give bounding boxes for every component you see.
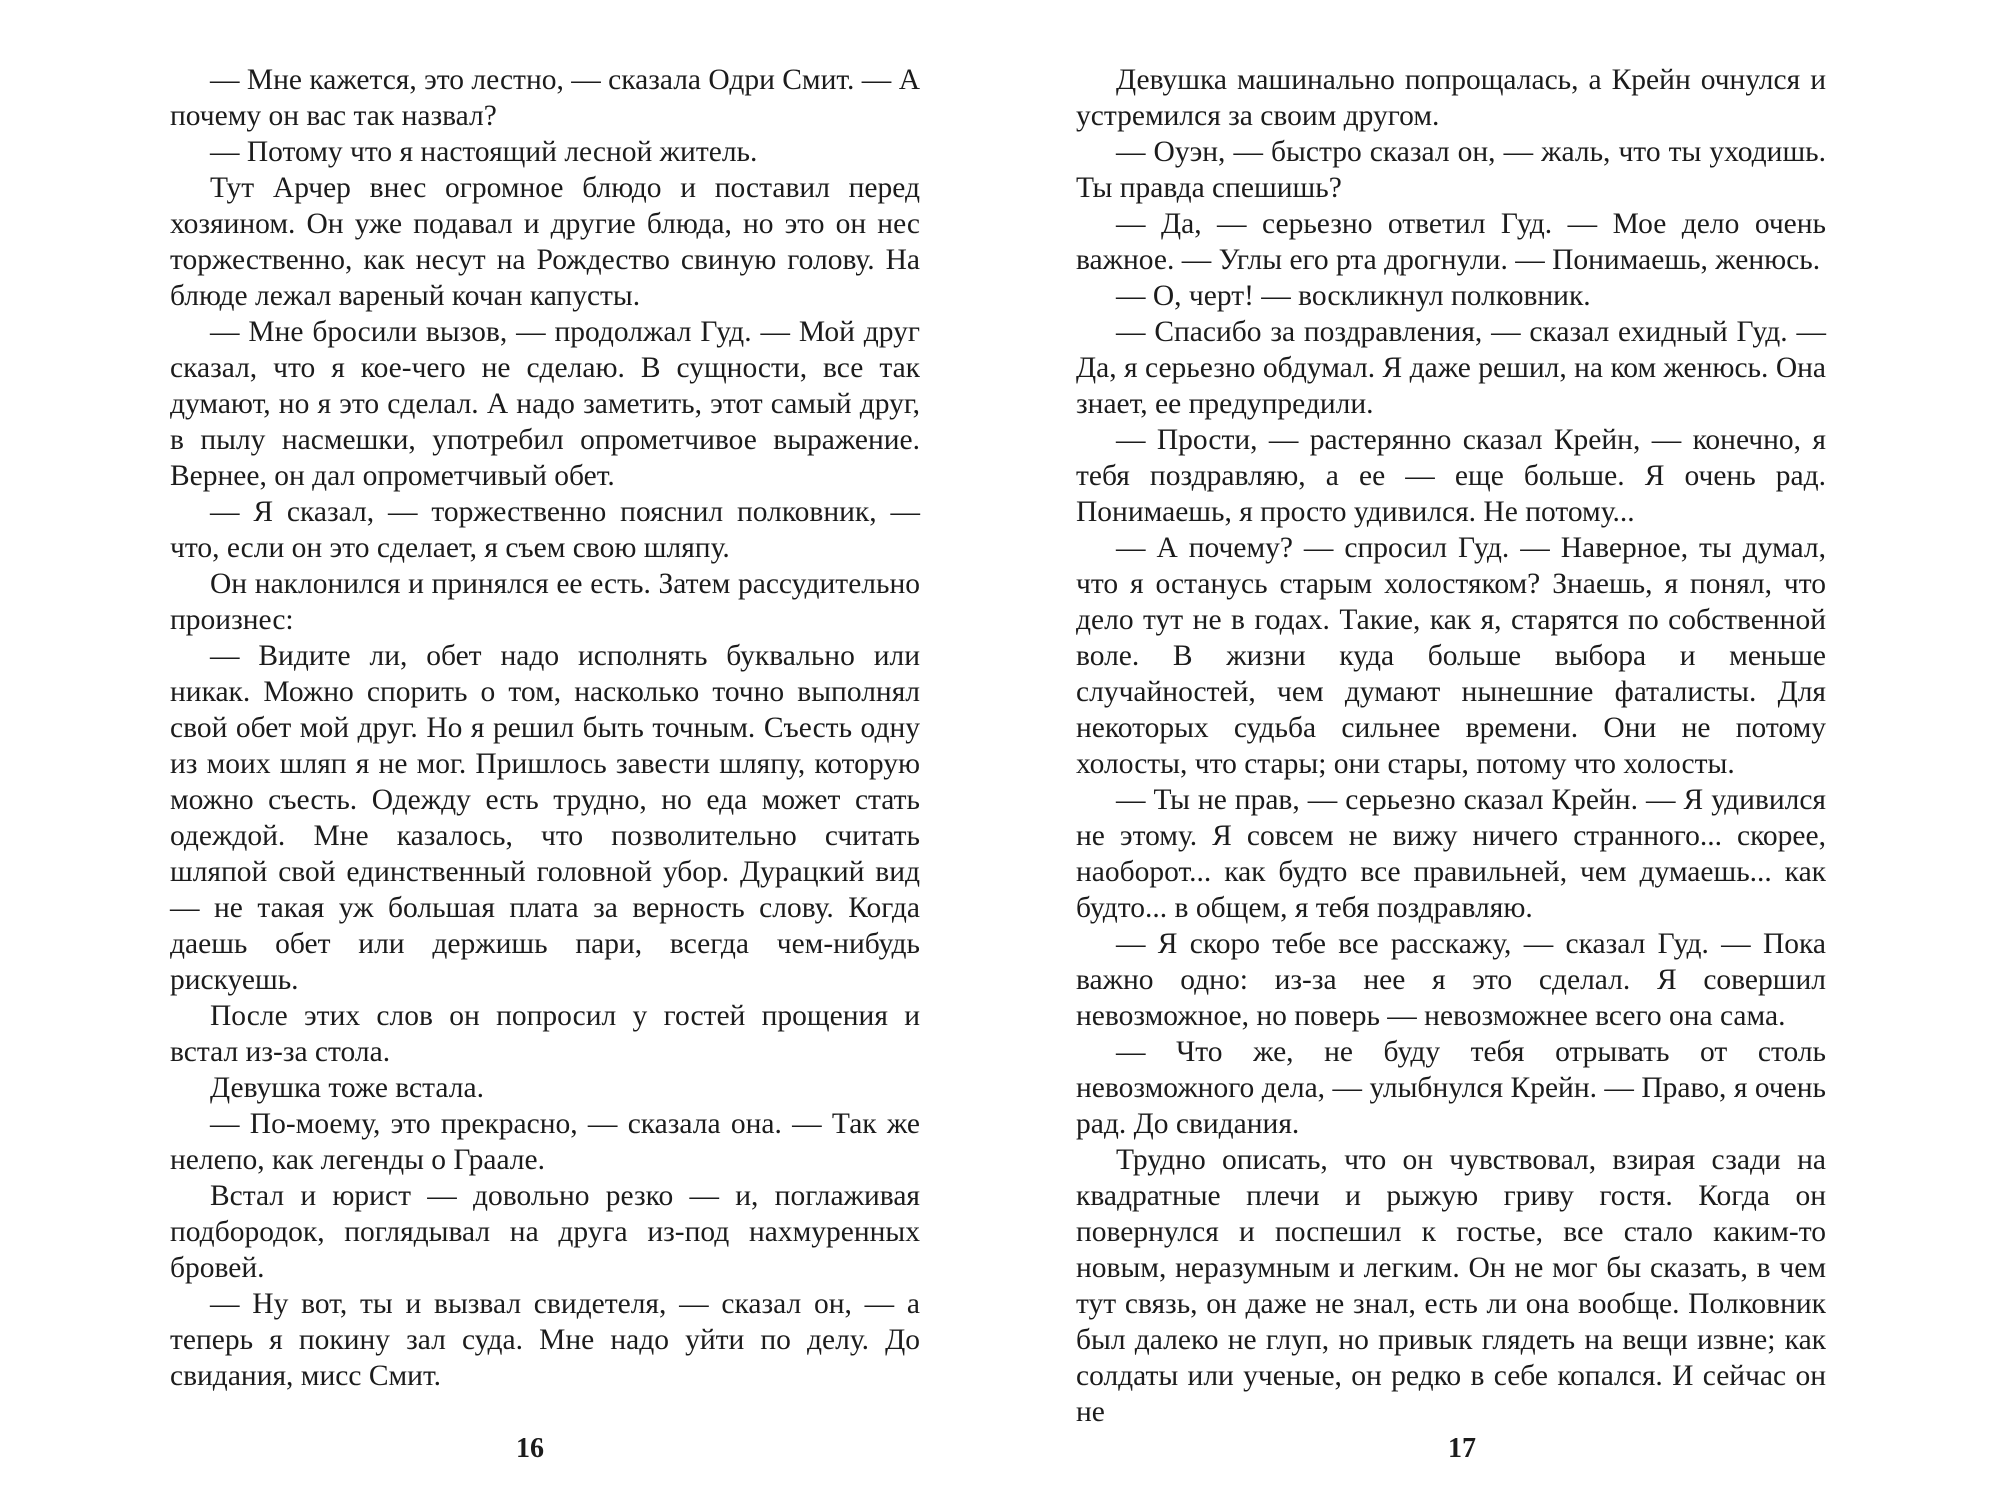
paragraph: — Я сказал, — торжественно пояснил полковник, — что, если он это сделает, я съем свою шляпу. (170, 496, 920, 564)
left-page (170, 62, 920, 1394)
paragraph: — А почему? — спросил Гуд. — Наверное, ты думал, что я останусь старым холостяком? Знаешь, я понял, что дело тут не в годах. Такие, как я, старятся по собственной воле. В жизни куда больше выбора и меньше случайностей, чем думают нынешние фаталисты. Для некоторых судьба сильнее времени. Они не потому холосты, что стары; они стары, потому что холосты. (1076, 532, 1826, 780)
paragraph: После этих слов он попросил у гостей прощения и встал из-за стола. (170, 1000, 920, 1068)
paragraph: — Мне кажется, это лестно, — сказала Одри Смит. — А почему он вас так назвал? (170, 64, 920, 132)
paragraph: Встал и юрист — довольно резко — и, поглаживая подбородок, поглядывал на друга из-под нахмуренных бровей. (170, 1180, 920, 1284)
paragraph: — Прости, — растерянно сказал Крейн, — конечно, я тебя поздравляю, а ее — еще больше. Я очень рад. Понимаешь, я просто удивился. Не потому... (1076, 424, 1826, 528)
right-page (1076, 62, 1826, 1430)
left-page-number: 16 (516, 1433, 544, 1464)
paragraph: Девушка машинально попрощалась, а Крейн очнулся и устремился за своим другом. (1076, 64, 1826, 132)
paragraph: — По-моему, это прекрасно, — сказала она. — Так же нелепо, как легенды о Граале. (170, 1108, 920, 1176)
paragraph: Он наклонился и принялся ее есть. Затем рассудительно произнес: (170, 568, 920, 636)
paragraph: — Оуэн, — быстро сказал он, — жаль, что ты уходишь. Ты правда спешишь? (1076, 136, 1826, 204)
paragraph: Трудно описать, что он чувствовал, взирая сзади на квадратные плечи и рыжую гриву гостя. Когда он повернулся и поспешил к гостье, все стало каким-то новым, неразумным и легким. Он не мог бы сказать, в чем тут связь, он даже не знал, есть ли она вообще. Полковник был далеко не глуп, но привык глядеть на вещи извне; как солдаты или ученые, он редко в себе копался. И сейчас он не (1076, 1144, 1826, 1428)
paragraph: — Потому что я настоящий лесной житель. (210, 136, 758, 168)
paragraph: — Я скоро тебе все расскажу, — сказал Гуд. — Пока важно одно: из-за нее я это сделал. Я совершил невозможное, но поверь — невозможнее всего она сама. (1076, 928, 1826, 1032)
paragraph: — Видите ли, обет надо исполнять буквально или никак. Можно спорить о том, насколько точно выполнял свой обет мой друг. Но я решил быть точным. Съесть одну из моих шляп я не мог. Пришлось завести шляпу, которую можно съесть. Одежду есть трудно, но еда может стать одеждой. Мне казалось, что позволительно считать шляпой свой единственный головной убор. Дурацкий вид — не такая уж большая плата за верность слову. Когда даешь обет или держишь пари, всегда чем-нибудь рискуешь. (170, 640, 920, 996)
left-page-text (170, 62, 920, 1394)
paragraph: — Ты не прав, — серьезно сказал Крейн. — Я удивился не этому. Я совсем не вижу ничего странного... скорее, наоборот... как будто все правильней, чем думаешь... как будто... в общем, я тебя поздравляю. (1076, 784, 1826, 924)
paragraph: Девушка тоже встала. (210, 1072, 484, 1104)
right-page-number: 17 (1448, 1433, 1476, 1464)
paragraph: — Что же, не буду тебя отрывать от столь невозможного дела, — улыбнулся Крейн. — Право, я очень рад. До свидания. (1076, 1036, 1826, 1140)
right-page-text (1076, 62, 1826, 1430)
paragraph: — О, черт! — воскликнул полковник. (1116, 280, 1591, 312)
paragraph: — Ну вот, ты и вызвал свидетеля, — сказал он, — а теперь я покину зал суда. Мне надо уйти по делу. До свидания, мисс Смит. (170, 1288, 920, 1392)
paragraph: — Да, — серьезно ответил Гуд. — Мое дело очень важное. — Углы его рта дрогнули. — Понимаешь, женюсь. (1076, 208, 1826, 276)
paragraph: — Спасибо за поздравления, — сказал ехидный Гуд. — Да, я серьезно обдумал. Я даже решил, на ком женюсь. Она знает, ее предупредили. (1076, 316, 1826, 420)
paragraph: Тут Арчер внес огромное блюдо и поставил перед хозяином. Он уже подавал и другие блюда, но это он нес торжественно, как несут на Рождество свиную голову. На блюде лежал вареный кочан капусты. (170, 172, 920, 312)
paragraph: — Мне бросили вызов, — продолжал Гуд. — Мой друг сказал, что я кое-чего не сделаю. В сущности, все так думают, но я это сделал. А надо заметить, этот самый друг, в пылу насмешки, употребил опрометчивое выражение. Вернее, он дал опрометчивый обет. (170, 316, 920, 492)
